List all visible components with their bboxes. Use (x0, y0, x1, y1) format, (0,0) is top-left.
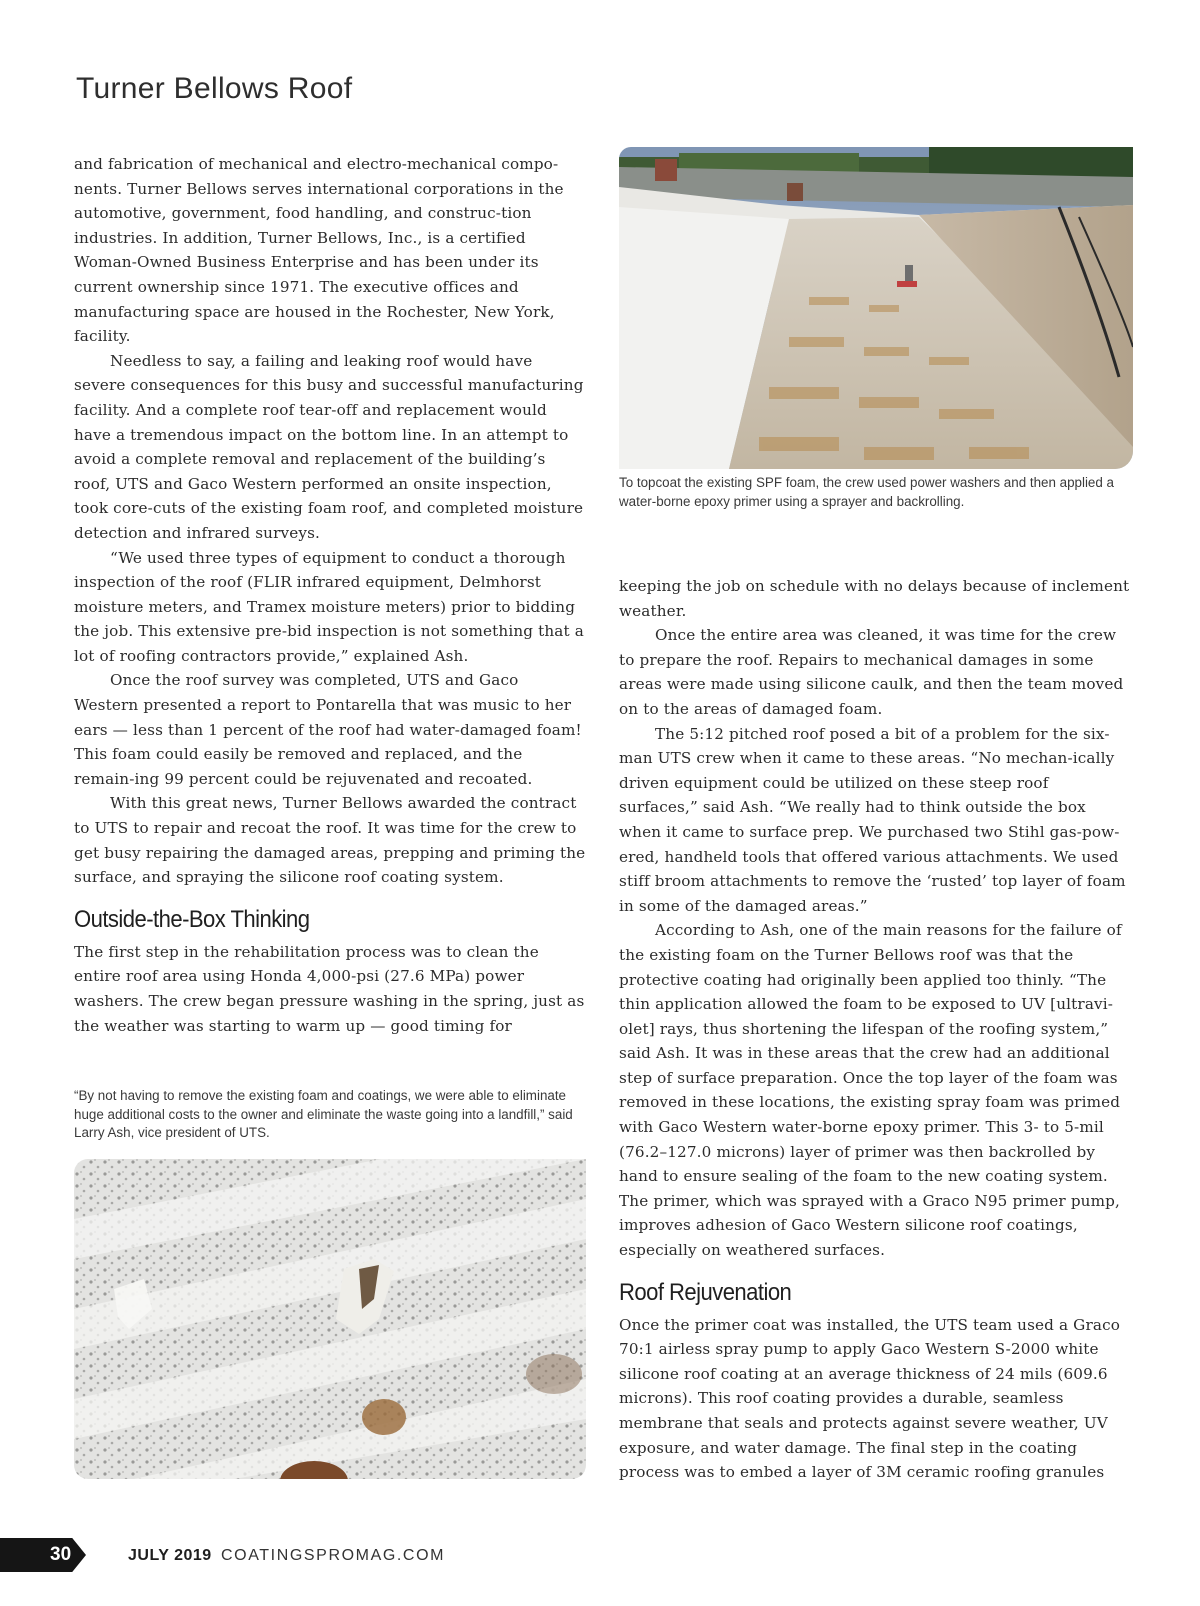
body-paragraph: Once the entire area was cleaned, it was time for the crew to prepare the roof. Repairs to mechanical damages in some areas were made using silicone caulk, and then the team moved on to the areas of damaged foam. (619, 626, 1124, 718)
page-header-title: Turner Bellows Roof (76, 72, 353, 105)
page-footer (0, 1538, 600, 1572)
section-heading: Outside-the-Box Thinking (74, 905, 310, 933)
body-paragraph: The 5:12 pitched roof posed a bit of a problem for the six-man UTS crew when it came to these areas. “No mechan-ically driven equipment could be utilized on these steep roof surfaces,” said Ash. “We really had to think outside the box when it came to surface prep. We purchased two Stihl gas-pow-ered, handheld tools that offered various attachments. We used stiff broom attachments to remove the ‘rusted’ top layer of foam in some of the damaged areas.” (619, 724, 1126, 915)
quote-caption: “By not having to remove the existing foam and coatings, we were able to eliminate huge additional costs to the owner and eliminate the waste going into a landfill,” said Larry Ash, vice president of UTS. (74, 1088, 573, 1140)
foam-damage-illustration (74, 1159, 586, 1479)
body-paragraph: According to Ash, one of the main reasons for the failure of the existing foam on the Turner Bellows roof was that the protective coating had originally been applied too thinly. “The thin application allowed the foam to be exposed to UV [ultravi-olet] rays, thus shortening the lifespan of the roofing system,” said Ash. It was in these areas that the crew had an additional step of surface preparation. Once the top layer of the foam was removed in these locations, the existing spray foam was primed with Gaco Western water-borne epoxy primer. This 3- to 5-mil (76.2–127.0 microns) layer of primer was then backrolled by hand to ensure sealing of the foam to the new coating system. The primer, which was sprayed with a Graco N95 primer pump, improves adhesion of Gaco Western silicone roof coatings, especially on weathered surfaces. (619, 921, 1122, 1260)
body-paragraph: “We used three types of equipment to conduct a thorough inspection of the roof (FLIR infrared equipment, Delmhorst moisture meters, and Tramex moisture meters) prior to bidding the job. This extensive pre-bid inspection is not something that a lot of roofing contractors provide,” explained Ash. (74, 548, 584, 665)
body-paragraph: With this great news, Turner Bellows awarded the contract to UTS to repair and recoat the roof. It was time for the crew to get busy repairing the damaged areas, prepping and priming the surface, and spraying the silicone roof coating system. (74, 794, 586, 887)
body-paragraph: The first step in the rehabilitation process was to clean the entire roof area using Honda 4,000-psi (27.6 MPa) power washers. The crew began pressure washing in the spring, just as the weather was starting to warm up — good timing for (74, 942, 585, 1035)
body-paragraph: and fabrication of mechanical and electro-mechanical compo-nents. Turner Bellows serves international corporations in the automotive, government, food handling, and construc-tion industries. In addition, Turner Bellows, Inc., is a certified Woman-Owned Business Enterprise and has been under its current ownership since 1971. The executive offices and manufacturing space are housed in the Rochester, New York, facility. (74, 155, 564, 346)
page-number-tab (0, 1538, 86, 1572)
body-paragraph: Once the roof survey was completed, UTS and Gaco Western presented a report to Pontarella that was music to her ears — less than 1 percent of the roof had water-damaged foam! This foam could easily be removed and replaced, and the remain-ing 99 percent could be rejuvenated and recoated. (74, 671, 582, 788)
page-number: 30 (50, 1544, 72, 1565)
body-paragraph: Once the primer coat was installed, the UTS team used a Graco 70:1 airless spray pump to apply Gaco Western S-2000 white silicone roof coating at an average thickness of 24 mils (609.6 microns). This roof coating provides a durable, seamless membrane that seals and protects against severe weather, UV exposure, and water damage. The final step in the coating process was to embed a layer of 3M ceramic roofing granules (619, 1315, 1121, 1482)
body-paragraph: keeping the job on schedule with no delays because of inclement weather. (619, 577, 1130, 620)
left-column (74, 152, 586, 1038)
body-paragraph: Needless to say, a failing and leaking roof would have severe consequences for this busy and successful manufacturing facility. And a complete roof tear-off and replacement would have a tremendous impact on the bottom line. In an attempt to avoid a complete removal and replacement of the building’s roof, UTS and Gaco Western performed an onsite inspection, took core-cuts of the existing foam roof, and completed moisture detection and infrared surveys. (74, 351, 584, 542)
roof-primer-illustration (619, 147, 1133, 469)
foam-damage-photo (74, 1159, 586, 1479)
top-photo-caption: To topcoat the existing SPF foam, the crew used power washers and then applied a water-borne epoxy primer using a sprayer and backrolling. (619, 475, 1114, 509)
issue-date: JULY 2019 (128, 1547, 212, 1564)
section-heading: Roof Rejuvenation (619, 1278, 792, 1306)
website-link[interactable]: COATINGSPROMAG.COM (221, 1547, 446, 1564)
roof-primer-photo (619, 147, 1133, 469)
right-column (619, 574, 1131, 1485)
